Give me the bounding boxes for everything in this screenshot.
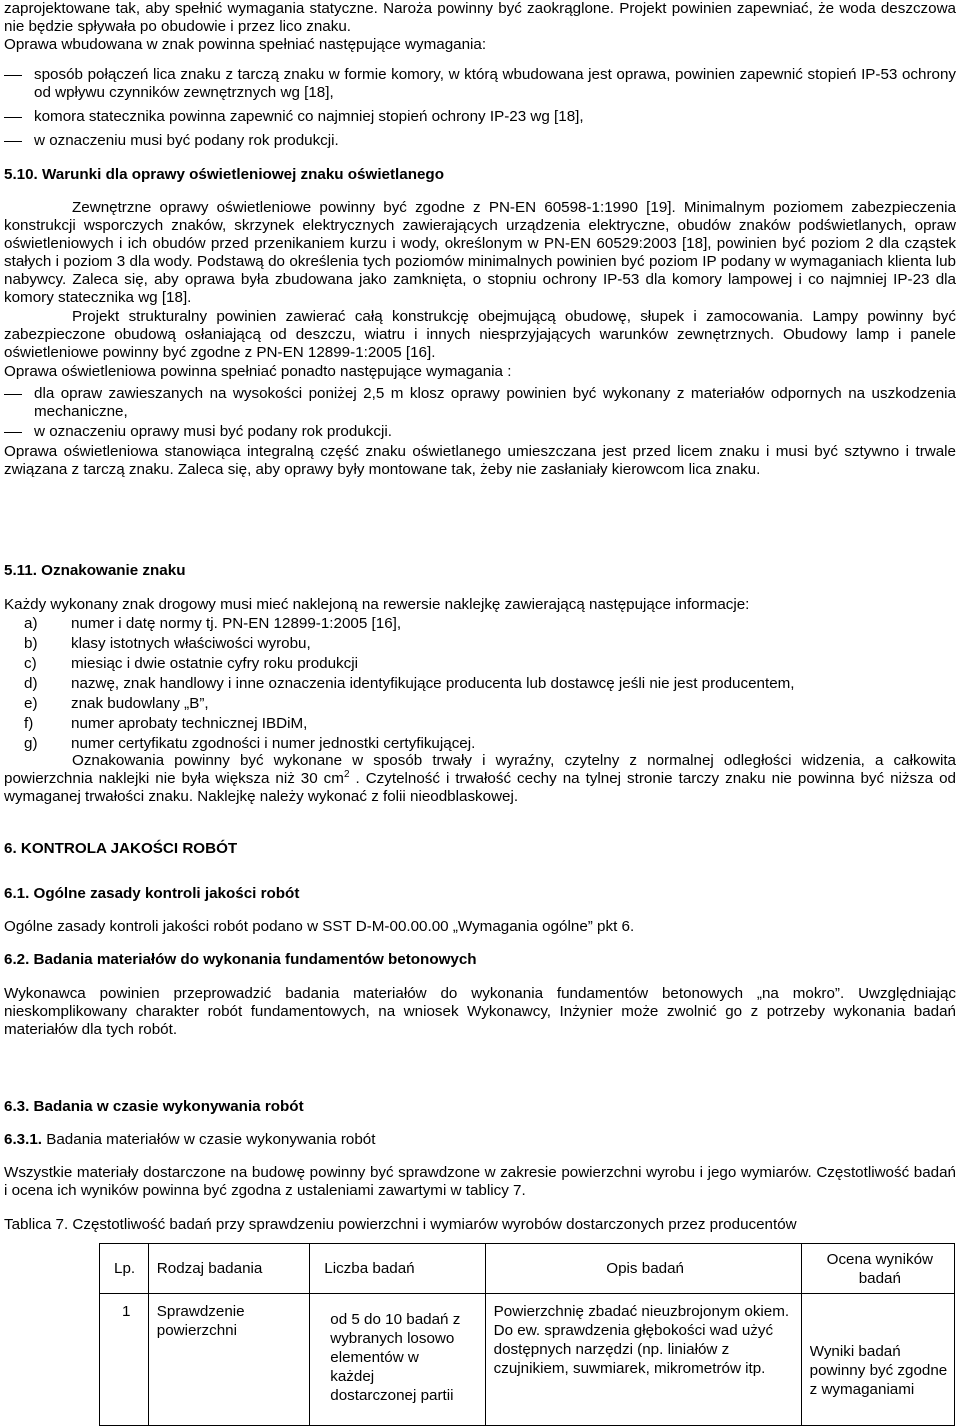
intro-paragraph: zaprojektowane tak, aby spełnić wymagania statyczne. Naroża powinny być zaokrąglone. Projekt powinien zapewniać, że woda deszczowa nie będzie spływała po obudowie i przez lico znaku.: [4, 0, 956, 35]
list-letter: c): [24, 655, 37, 672]
paragraph: Zewnętrzne oprawy oświetleniowe powinny być zgodne z PN-EN 60598-1:1990 [19]. Minimalnym poziomem zabezpieczenia konstrukcji wsporczych znaków, skrzynek elektrycznych zawierających urządzenia elektryczne, obudów znaków podświetlanych, opraw oświetleniowych i ich obudów przed przenikaniem kurzu i wody, określonym w PN-EN 60529:2003 [18], powinien być poziom 2 dla cząstek stałych i poziom 3 dla wody. Podstawą do określenia tych poziomów minimalnych powinien być poziom IP podany w wymaganiach klienta lub nabywcy. Zaleca się, aby oprawa była zbudowana jako zamknięta, o stopniu ochrony IP-53 dla komory lampowej i co najmniej IP-23 dla komory statecznika wg [18].: [4, 199, 956, 306]
cell-text: od 5 do 10 badań z wybranych losowo elementów w każdej dostarczonej partii: [330, 1311, 461, 1404]
list-item: [4, 635, 956, 653]
list-letter: f): [24, 715, 34, 732]
superscript: 2: [343, 769, 350, 780]
section-heading-5-11: 5.11. Oznakowanie znaku: [4, 562, 186, 579]
list-letter: b): [24, 635, 38, 652]
table-row: [100, 1294, 955, 1426]
section-heading-6-3-1: [4, 1131, 375, 1149]
dash-item: dla opraw zawieszanych na wysokości poniżej 2,5 m klosz oprawy powinien być wykonany z materiałów odpornych na uszkodzenia mechaniczne,: [4, 385, 956, 421]
section-heading-5-10: 5.10. Warunki dla oprawy oświetleniowej znaku oświetlanego: [4, 166, 444, 183]
list-item: [4, 715, 956, 733]
heading-number: 6.3.1.: [4, 1131, 42, 1148]
list-item: [4, 615, 956, 633]
section-heading-6-3: 6.3. Badania w czasie wykonywania robót: [4, 1098, 304, 1115]
table-cell: [485, 1294, 801, 1426]
table-caption: Tablica 7. Częstotliwość badań przy sprawdzeniu powierzchni i wymiarów wyrobów dostarczonych przez producentów: [4, 1216, 797, 1233]
header-cell: Rodzaj badania: [148, 1244, 309, 1294]
list-text: klasy istotnych właściwości wyrobu,: [71, 635, 311, 652]
paragraph: Wszystkie materiały dostarczone na budowę powinny być sprawdzone w zakresie powierzchni wyrobu i jego wymiarów. Częstotliwość badań i ocena ich wyników powinna być zgodna z ustaleniami zawartymi w tablicy 7.: [4, 1164, 956, 1199]
paragraph: Wykonawca powinien przeprowadzić badania materiałów do wykonania fundamentów betonowych „na mokro”. Uwzględniając nieskomplikowany charakter robót fundamentowych, na wniosek Wykonawcy, Inżynier może zwolnić go z potrzeby wykonania badań materiałów dla tych robót.: [4, 985, 956, 1038]
section-heading-6-1: 6.1. Ogólne zasady kontroli jakości robót: [4, 885, 300, 902]
table-header-row: [100, 1244, 955, 1294]
cell-text: Wyniki badań powinny być zgodne z wymaganiami: [809, 1343, 948, 1398]
paragraph: Każdy wykonany znak drogowy musi mieć naklejoną na rewersie naklejkę zawierającą następujące informacje:: [4, 596, 750, 613]
paragraph: Oprawa oświetleniowa powinna spełniać ponadto następujące wymagania :: [4, 363, 512, 380]
list-item: [4, 735, 956, 753]
list-letter: a): [24, 615, 38, 632]
list-text: nazwę, znak handlowy i inne oznaczenia identyfikujące producenta lub dostawcę jeśli nie jest producentem,: [71, 675, 795, 692]
cell-text: Powierzchnię zbadać nieuzbrojonym okiem. Do ew. sprawdzenia głębokości wad użyć dostępnych narzędzi (np. liniałów z czujnikiem, suwmiarek, mikrometrów itp.: [493, 1303, 790, 1377]
section-heading-6: 6. KONTROLA JAKOŚCI ROBÓT: [4, 840, 238, 857]
list-text: numer i datę normy tj. PN-EN 12899-1:2005 [16],: [71, 615, 402, 632]
label-info-list: [4, 615, 956, 753]
list-text: numer certyfikatu zgodności i numer jednostki certyfikującej.: [71, 735, 476, 752]
paragraph: Projekt strukturalny powinien zawierać całą konstrukcję obejmującą obudowę, słupek i zamocowania. Lampy powinny być zabezpieczone obudową osłaniającą od deszczu, wiatru i innych niesprzyjających warunków zewnętrznych. Obudowy lamp i panele oświetleniowe powinny być zgodne z PN-EN 12899-1:2005 [16].: [4, 308, 956, 361]
dash-item: w oznaczeniu oprawy musi być podany rok produkcji.: [4, 423, 956, 441]
table-cell: 1: [100, 1294, 149, 1426]
table-cell: [148, 1294, 309, 1426]
header-cell: Opis badań: [485, 1244, 801, 1294]
paragraph: [4, 752, 956, 806]
list-item: [4, 695, 956, 713]
paragraph: Ogólne zasady kontroli jakości robót podano w SST D-M-00.00.00 „Wymagania ogólne” pkt 6.: [4, 918, 635, 935]
heading-text: Badania materiałów w czasie wykonywania robót: [42, 1131, 376, 1148]
paragraph-text-a: Oznakowania powinny być wykonane w sposób trwały i wyraźny, czytelny z normalnej odległości widzenia, a całkowita powierzchnia naklejki nie była większa niż 30 cm: [4, 752, 956, 787]
list-item: [4, 655, 956, 673]
cell-text: Sprawdzenie powierzchni: [156, 1303, 245, 1339]
list-text: miesiąc i dwie ostatnie cyfry roku produkcji: [71, 655, 358, 672]
lamp-dash-list: [4, 385, 956, 441]
dash-item: w oznaczeniu musi być podany rok produkcji.: [4, 132, 956, 150]
list-item: [4, 675, 956, 693]
list-text: numer aprobaty technicznej IBDiM,: [71, 715, 308, 732]
intro-requirements: Oprawa wbudowana w znak powinna spełniać następujące wymagania:: [4, 36, 487, 53]
list-text: znak budowlany „B”,: [71, 695, 209, 712]
list-letter: g): [24, 735, 38, 752]
header-cell: Lp.: [100, 1244, 149, 1294]
paragraph-text-b: . Czytelność i trwałość cechy na tylnej stronie tarczy znaku nie powinna być niższa od wymaganej trwałości znaku. Naklejkę należy wykonać z folii nieodblaskowej.: [4, 770, 957, 805]
dash-item: sposób połączeń lica znaku z tarczą znaku w formie komory, w którą wbudowana jest oprawa, powinien zapewnić stopień IP-53 ochrony od wpływu czynników zewnętrznych wg [18],: [4, 66, 956, 102]
table-cell: [801, 1294, 954, 1426]
header-cell: Ocena wyników badań: [801, 1244, 954, 1294]
list-letter: d): [24, 675, 38, 692]
dash-item: komora statecznika powinna zapewnić co najmniej stopień ochrony IP-23 wg [18],: [4, 108, 956, 126]
section-heading-6-2: 6.2. Badania materiałów do wykonania fundamentów betonowych: [4, 951, 477, 968]
paragraph: Oprawa oświetleniowa stanowiąca integralną część znaku oświetlanego umieszczana jest przed licem znaku i musi być sztywno i trwale związana z tarczą znaku. Zaleca się, aby oprawy były montowane tak, żeby nie zasłaniały kierowcom lica znaku.: [4, 443, 956, 478]
intro-dash-list: [4, 66, 956, 150]
header-cell: Liczba badań: [310, 1244, 485, 1294]
table-cell: [310, 1294, 485, 1426]
list-letter: e): [24, 695, 38, 712]
quality-table: [99, 1243, 955, 1426]
